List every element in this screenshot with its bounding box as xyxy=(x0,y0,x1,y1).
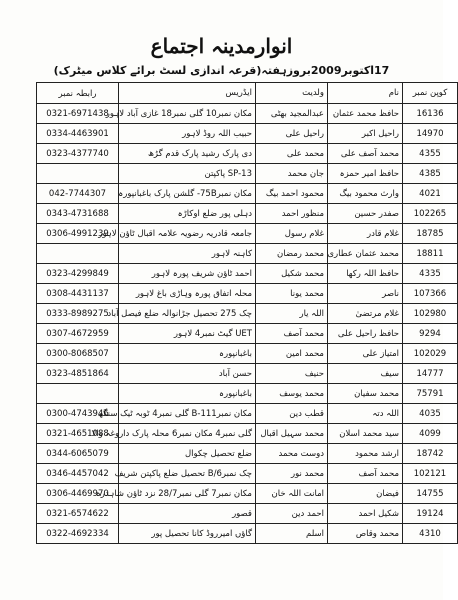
cell-father: محمود احمد بیگ xyxy=(256,184,328,204)
cell-address: گاؤں امیرروڈ کانا تحصیل پور xyxy=(119,524,256,544)
cell-father: غلام رسول xyxy=(256,224,328,244)
table-row xyxy=(37,184,458,204)
cell-coupon: 102121 xyxy=(403,464,458,484)
cell-father: دوست محمد xyxy=(256,444,328,464)
cell-name: امتیاز علی xyxy=(328,344,403,364)
cell-coupon: 14755 xyxy=(403,484,458,504)
table-row xyxy=(37,124,458,144)
table-row xyxy=(37,464,458,484)
cell-coupon: 4310 xyxy=(403,524,458,544)
table-row xyxy=(37,504,458,524)
cell-name: سیف xyxy=(328,364,403,384)
cell-name: شکیل احمد xyxy=(328,504,403,524)
cell-father: حنیف xyxy=(256,364,328,384)
cell-coupon: 75791 xyxy=(403,384,458,404)
header-father: ولدیت xyxy=(256,83,328,104)
cell-phone: 0322-4692334 xyxy=(37,524,119,544)
cell-phone: 0321-4651088 xyxy=(37,424,119,444)
table-row xyxy=(37,264,458,284)
cell-coupon: 14777 xyxy=(403,364,458,384)
cell-name: محمد وقاص xyxy=(328,524,403,544)
cell-address: دی پارک رشید پارک قدم گڑھ xyxy=(119,144,256,164)
cell-coupon: 102980 xyxy=(403,304,458,324)
cell-coupon: 9294 xyxy=(403,324,458,344)
cell-address: مکان نمبر111-B گلی نمبر4 ٹوبہ ٹیک سنگھ xyxy=(119,404,256,424)
cell-phone: 0306-4991239 xyxy=(37,224,119,244)
table-row xyxy=(37,204,458,224)
table-row xyxy=(37,324,458,344)
cell-address: باغبانپورہ xyxy=(119,344,256,364)
cell-father: محمد یونا xyxy=(256,284,328,304)
cell-phone: 0308-4431137 xyxy=(37,284,119,304)
cell-father: محمد علی xyxy=(256,144,328,164)
cell-name: حافظ اللہ رکھا xyxy=(328,264,403,284)
cell-coupon: 4385 xyxy=(403,164,458,184)
cell-name: فیضان xyxy=(328,484,403,504)
table-row xyxy=(37,144,458,164)
cell-address: کاہنہ لاہور xyxy=(119,244,256,264)
cell-phone: 042-7744307 xyxy=(37,184,119,204)
cell-phone: 0321-6971438 xyxy=(37,104,119,124)
cell-name: محمد آصف علی xyxy=(328,144,403,164)
cell-address: حسن آباد xyxy=(119,364,256,384)
page-subtitle: 17اکتوبر2009بروزہفتہ(قرعہ اندازی لسٹ برائے کلاس میٹرک) xyxy=(53,64,390,77)
cell-father: محمد سہیل اقبال xyxy=(256,424,328,444)
table-row xyxy=(37,164,458,184)
cell-coupon: 18742 xyxy=(403,444,458,464)
cell-father: جان محمد xyxy=(256,164,328,184)
cell-name: حافظ محمد عثمان xyxy=(328,104,403,124)
cell-father: محمد شکیل xyxy=(256,264,328,284)
cell-father: محمد امین xyxy=(256,344,328,364)
cell-coupon: 102029 xyxy=(403,344,458,364)
header-name: نام xyxy=(328,83,403,104)
cell-coupon: 102265 xyxy=(403,204,458,224)
cell-name: سید محمد اسلان xyxy=(328,424,403,444)
cell-phone xyxy=(37,164,119,184)
cell-phone: 0307-4672959 xyxy=(37,324,119,344)
table-row xyxy=(37,304,458,324)
cell-phone: 0306-4469970 xyxy=(37,484,119,504)
cell-phone: 0323-4851864 xyxy=(37,364,119,384)
table-row xyxy=(37,284,458,304)
cell-name: حافظ راحیل علی xyxy=(328,324,403,344)
cell-address: حبیب اللہ روڈ لاہور xyxy=(119,124,256,144)
cell-father: محمد آصف xyxy=(256,324,328,344)
cell-coupon: 16136 xyxy=(403,104,458,124)
cell-father: عبدالمجید بھٹی xyxy=(256,104,328,124)
cell-phone: 0343-4731688 xyxy=(37,204,119,224)
table-row xyxy=(37,104,458,124)
cell-phone: 0321-6574622 xyxy=(37,504,119,524)
cell-address: قصور xyxy=(119,504,256,524)
cell-name: غلام قادر xyxy=(328,224,403,244)
cell-father: اسلم xyxy=(256,524,328,544)
cell-name: محمد سفیان xyxy=(328,384,403,404)
cell-phone: 0344-6065079 xyxy=(37,444,119,464)
cell-coupon: 19124 xyxy=(403,504,458,524)
cell-name: محمد عثمان عطاری xyxy=(328,244,403,264)
cell-father: احمد دین xyxy=(256,504,328,524)
cell-phone: 0300-8068507 xyxy=(37,344,119,364)
table-row xyxy=(37,384,458,404)
lottery-table xyxy=(36,82,458,544)
cell-father: راحیل علی xyxy=(256,124,328,144)
header-coupon: کوپن نمبر xyxy=(403,83,458,104)
table-row xyxy=(37,244,458,264)
cell-father: اللہ یار xyxy=(256,304,328,324)
cell-coupon: 18785 xyxy=(403,224,458,244)
table-header-row xyxy=(37,83,458,104)
cell-phone: 0346-4457042 xyxy=(37,464,119,484)
cell-address: محلہ اتفاق پورہ وہاڑی باغ لاہور xyxy=(119,284,256,304)
header-address: ایڈریس xyxy=(119,83,256,104)
cell-name: اللہ دتہ xyxy=(328,404,403,424)
table-row xyxy=(37,224,458,244)
cell-name: وارث محمود بیگ xyxy=(328,184,403,204)
cell-father: محمد رمضان xyxy=(256,244,328,264)
table-row xyxy=(37,444,458,464)
cell-coupon: 18811 xyxy=(403,244,458,264)
cell-address: دہلی پور ضلع اوکاڑہ xyxy=(119,204,256,224)
cell-address: چک 275 تحصیل جڑانوالہ ضلع فیصل آباد xyxy=(119,304,256,324)
table-row xyxy=(37,524,458,544)
cell-phone: 0333-8989275 xyxy=(37,304,119,324)
cell-address: جامعہ قادریہ رضویہ علامہ اقبال ٹاؤن لاہور xyxy=(119,224,256,244)
cell-address: مکان نمبر10 گلی نمبر18 غازی آباد لاہور xyxy=(119,104,256,124)
cell-name: حافظ امیر حمزہ xyxy=(328,164,403,184)
cell-coupon: 4035 xyxy=(403,404,458,424)
cell-address: باغبانپورہ xyxy=(119,384,256,404)
cell-address: گلی نمبر4 مکان نمبر6 محلہ پارک داروغہ والا xyxy=(119,424,256,444)
cell-father: امانت اللہ خان xyxy=(256,484,328,504)
cell-address: UET گیٹ نمبر4 لاہور xyxy=(119,324,256,344)
cell-phone xyxy=(37,384,119,404)
cell-phone: 0334-4463901 xyxy=(37,124,119,144)
cell-father: محمد یوسف xyxy=(256,384,328,404)
cell-address: احمد ٹاؤن شریف پورہ لاہور xyxy=(119,264,256,284)
cell-coupon: 14970 xyxy=(403,124,458,144)
table-row xyxy=(37,484,458,504)
cell-phone: 0300-4743946 xyxy=(37,404,119,424)
cell-phone: 0323-4299849 xyxy=(37,264,119,284)
cell-name: ارشد محمود xyxy=(328,444,403,464)
cell-coupon: 4021 xyxy=(403,184,458,204)
cell-address: SP-13 پاکپتن xyxy=(119,164,256,184)
cell-name: غلام مرتضیٰ xyxy=(328,304,403,324)
cell-phone: 0323-4377740 xyxy=(37,144,119,164)
table-row xyxy=(37,424,458,444)
cell-name: راحیل اکبر xyxy=(328,124,403,144)
header-phone: رابطہ نمبر xyxy=(37,83,119,104)
cell-name: محمد آصف xyxy=(328,464,403,484)
cell-father: منظور احمد xyxy=(256,204,328,224)
cell-address: ضلع تحصیل چکوال xyxy=(119,444,256,464)
cell-father: قطب دین xyxy=(256,404,328,424)
cell-address: مکان نمبر75B- گلشن پارک باغبانپورہ xyxy=(119,184,256,204)
cell-name: صفدر حسین xyxy=(328,204,403,224)
table-row xyxy=(37,344,458,364)
page-title: انوارمدینہ اجتماع xyxy=(150,34,293,58)
cell-father: محمد نور xyxy=(256,464,328,484)
cell-address: مکان نمبر7 گلی نمبر28/7 نزد ٹاؤن شاہدرہ xyxy=(119,484,256,504)
cell-name: ناصر xyxy=(328,284,403,304)
cell-phone xyxy=(37,244,119,264)
cell-coupon: 4355 xyxy=(403,144,458,164)
table-row xyxy=(37,364,458,384)
cell-coupon: 4099 xyxy=(403,424,458,444)
cell-coupon: 4335 xyxy=(403,264,458,284)
cell-address: چک نمبر6/B تحصیل ضلع پاکپتن شریف xyxy=(119,464,256,484)
table-row xyxy=(37,404,458,424)
cell-coupon: 107366 xyxy=(403,284,458,304)
